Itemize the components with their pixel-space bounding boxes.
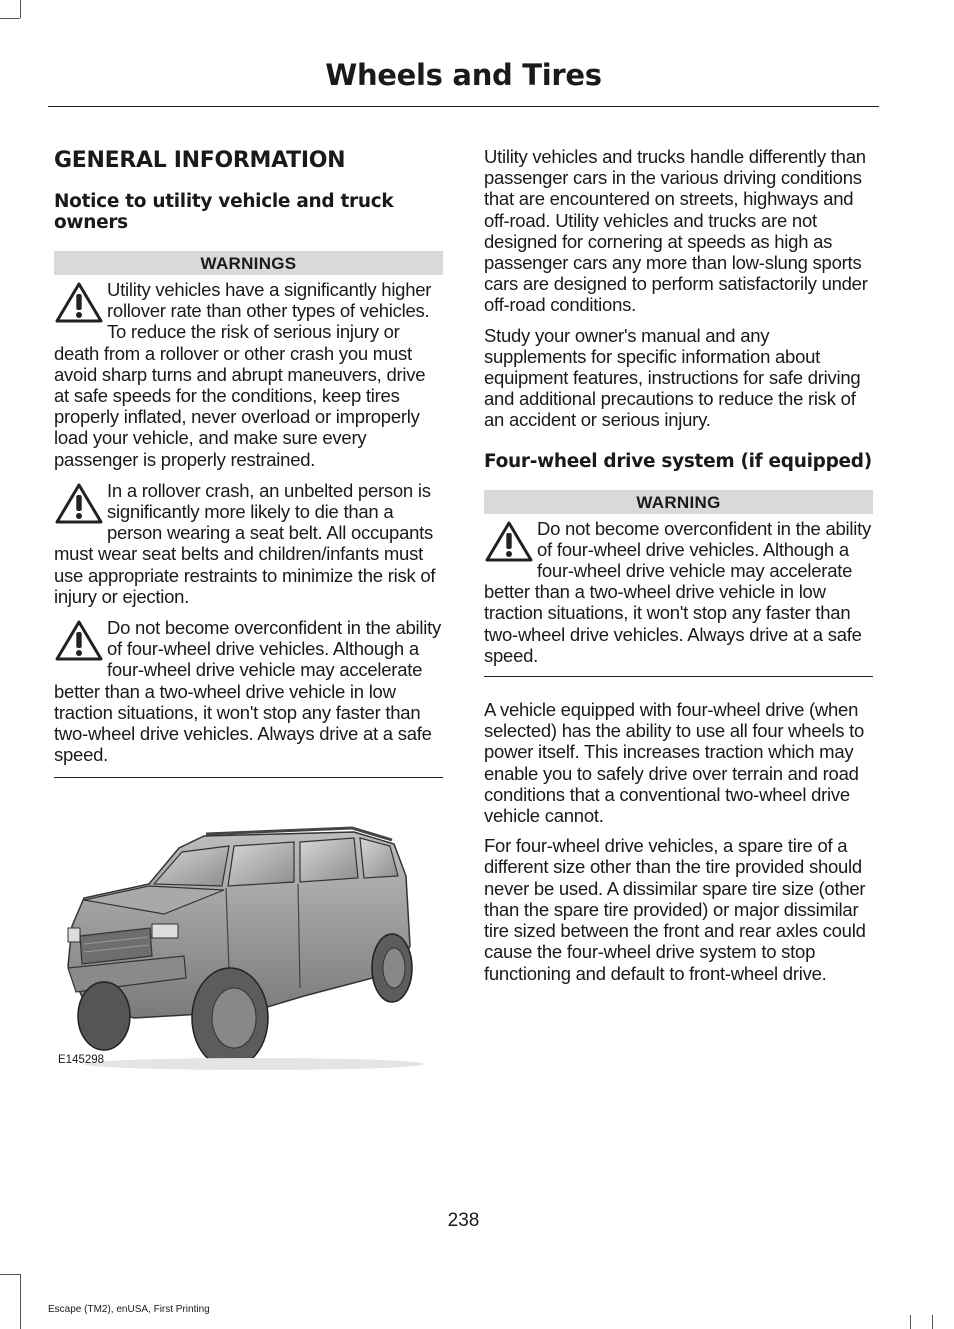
section-heading: GENERAL INFORMATION	[54, 148, 346, 173]
section-divider	[54, 777, 443, 778]
warning-paragraph	[484, 518, 873, 666]
warning-text: In a rollover crash, an unbelted person is significantly more likely to die than a person wearing a seat belt. All occupants must wear seat belts and children/infants must use appropriate restraints to minimize the risk of injury or ejection.	[54, 479, 436, 607]
illustration-code: E145298	[58, 1054, 105, 1067]
suv-illustration	[54, 796, 443, 1078]
crop-mark	[0, 1274, 20, 1275]
warning-triangle-icon	[54, 617, 106, 667]
title-divider	[48, 106, 879, 107]
page-title: Wheels and Tires	[325, 58, 602, 92]
suv-icon	[54, 796, 443, 1078]
crop-mark	[0, 18, 20, 19]
crop-mark	[932, 1315, 933, 1329]
warning-bar: WARNING	[484, 490, 873, 514]
warning-triangle-icon	[54, 279, 106, 329]
warning-triangle-icon	[54, 480, 106, 530]
warning-text: Do not become overconfident in the ability of four-wheel drive vehicles. Although a four-wheel drive vehicle may accelerate better than a two-wheel drive vehicle in low traction situations, it won't stop any faster than two-wheel drive vehicles. Always drive at a safe speed.	[484, 517, 872, 666]
body-paragraph: Utility vehicles and trucks handle differently than passenger cars in the various driving conditions that are encountered on streets, highways and off-road. Utility vehicles and trucks are not designed for cornering at speeds as high as passenger cars any more than low-slung sports cars are designed to perform satisfactorily under off-road conditions.	[484, 146, 868, 316]
warning-paragraph	[54, 480, 443, 607]
footer-text: Escape (TM2), enUSA, First Printing	[48, 1304, 210, 1315]
section-divider	[484, 676, 873, 677]
page-number: 238	[447, 1210, 480, 1231]
body-paragraph: Study your owner's manual and any supplements for specific information about equipment features, instructions for safe driving and additional precautions to reduce the risk of an accident or serious injury.	[484, 324, 861, 431]
right-column	[484, 146, 873, 993]
sub-heading: Notice to utility vehicle and truck owners	[54, 191, 394, 233]
left-column	[54, 146, 443, 1078]
crop-mark	[910, 1315, 911, 1329]
crop-mark	[20, 0, 21, 18]
warning-paragraph	[54, 279, 443, 470]
warning-triangle-icon	[484, 518, 536, 568]
body-paragraph: For four-wheel drive vehicles, a spare tire of a different size other than the tire provided should never be used. A dissimilar spare tire size (other than the spare tire provided) or major dissimilar tire sized between the front and rear axles could cause the four-wheel drive system to stop functioning and default to front-wheel drive.	[484, 835, 866, 984]
sub-heading: Four-wheel drive system (if equipped)	[484, 450, 872, 472]
warning-text: Utility vehicles have a significantly higher rollover rate than other types of vehicles. To reduce the risk of serious injury or death from a rollover or other crash you must avoid sharp turns and abrupt maneuvers, drive at safe speeds for the conditions, keep tires properly inflated, never overload or improperly load your vehicle, and make sure every passenger is properly restrained.	[54, 279, 432, 470]
warning-text: Do not become overconfident in the ability of four-wheel drive vehicles. Although a four-wheel drive vehicle may accelerate better than a two-wheel drive vehicle in low traction situations, it won't stop any faster than two-wheel drive vehicles. Always drive at a safe speed.	[54, 617, 442, 766]
warnings-bar: WARNINGS	[54, 251, 443, 275]
crop-mark	[20, 1274, 21, 1329]
warning-paragraph	[54, 617, 443, 765]
body-paragraph: A vehicle equipped with four-wheel drive (when selected) has the ability to use all four wheels to power itself. This increases traction which may enable you to safely drive over terrain and road conditions that a conventional two-wheel drive vehicle cannot.	[484, 699, 865, 827]
